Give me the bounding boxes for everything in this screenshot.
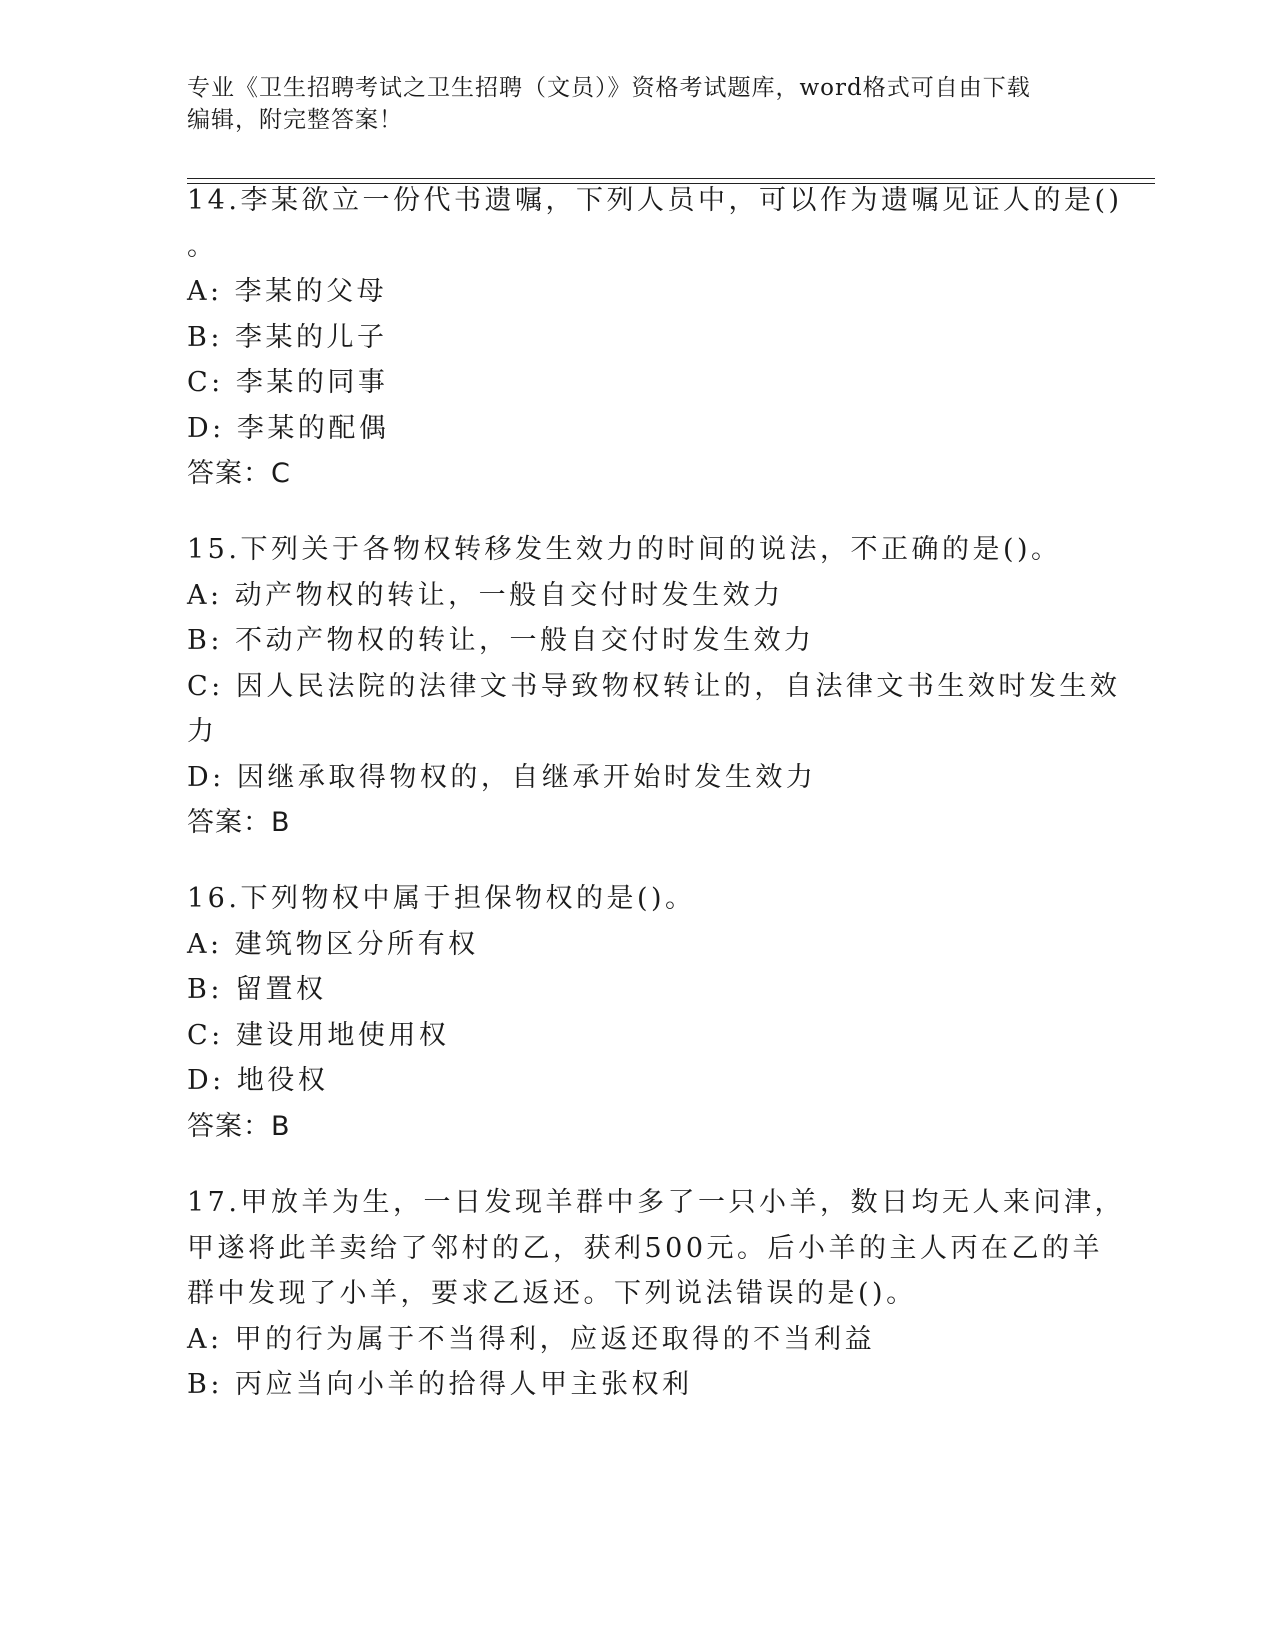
header-line-2: 编辑，附完整答案！ [187, 107, 403, 133]
option-d: D: 地役权 [187, 1065, 329, 1096]
option-b: B: 丙应当向小羊的拾得人甲主张权利 [187, 1369, 693, 1400]
option-c: C: 因人民法院的法律文书导致物权转让的，自法律文书生效时发生效 [187, 670, 1121, 702]
option-a: A: 建筑物区分所有权 [187, 928, 479, 960]
option-b: B: 不动产物权的转让，一般自交付时发生效力 [187, 625, 815, 656]
question-stem: 群中发现了小羊，要求乙返还。下列说法错误的是()。 [187, 1278, 917, 1309]
option-d: D: 李某的配偶 [187, 412, 390, 444]
option-c: C: 建设用地使用权 [187, 1019, 450, 1051]
option-c: C: 李某的同事 [187, 367, 389, 398]
answer-line: 答案：B [187, 1110, 291, 1142]
question-stem: 17.甲放羊为生，一日发现羊群中多了一只小羊，数日均无人来问津， [187, 1187, 1125, 1218]
question-stem: 14.李某欲立一份代书遗嘱，下列人员中，可以作为遗嘱见证人的是() [187, 185, 1123, 216]
header-line-1: 专业《卫生招聘考试之卫生招聘（文员）》资格考试题库，word格式可自由下载 [187, 75, 1031, 101]
question-stem: 。 [187, 230, 218, 262]
question-15 [187, 527, 1121, 846]
document-header [187, 72, 1067, 136]
answer-line: 答案：B [187, 807, 291, 838]
option-a: A: 动产物权的转让，一般自交付时发生效力 [187, 579, 784, 611]
question-16 [187, 876, 1087, 1149]
option-c-continued: 力 [187, 716, 218, 747]
option-a: A: 李某的父母 [187, 276, 388, 307]
option-b: B: 留置权 [187, 974, 327, 1005]
option-a: A: 甲的行为属于不当得利，应返还取得的不当利益 [187, 1323, 876, 1355]
option-d: D: 因继承取得物权的，自继承开始时发生效力 [187, 761, 817, 793]
question-17 [187, 1180, 1125, 1408]
question-14 [187, 178, 1123, 497]
question-stem: 15.下列关于各物权转移发生效力的时间的说法，不正确的是()。 [187, 534, 1062, 565]
answer-line: 答案：C [187, 458, 291, 489]
option-b: B: 李某的儿子 [187, 321, 388, 353]
question-stem: 16.下列物权中属于担保物权的是()。 [187, 883, 696, 914]
question-stem: 甲遂将此羊卖给了邻村的乙，获利500元。后小羊的主人丙在乙的羊 [187, 1232, 1104, 1264]
